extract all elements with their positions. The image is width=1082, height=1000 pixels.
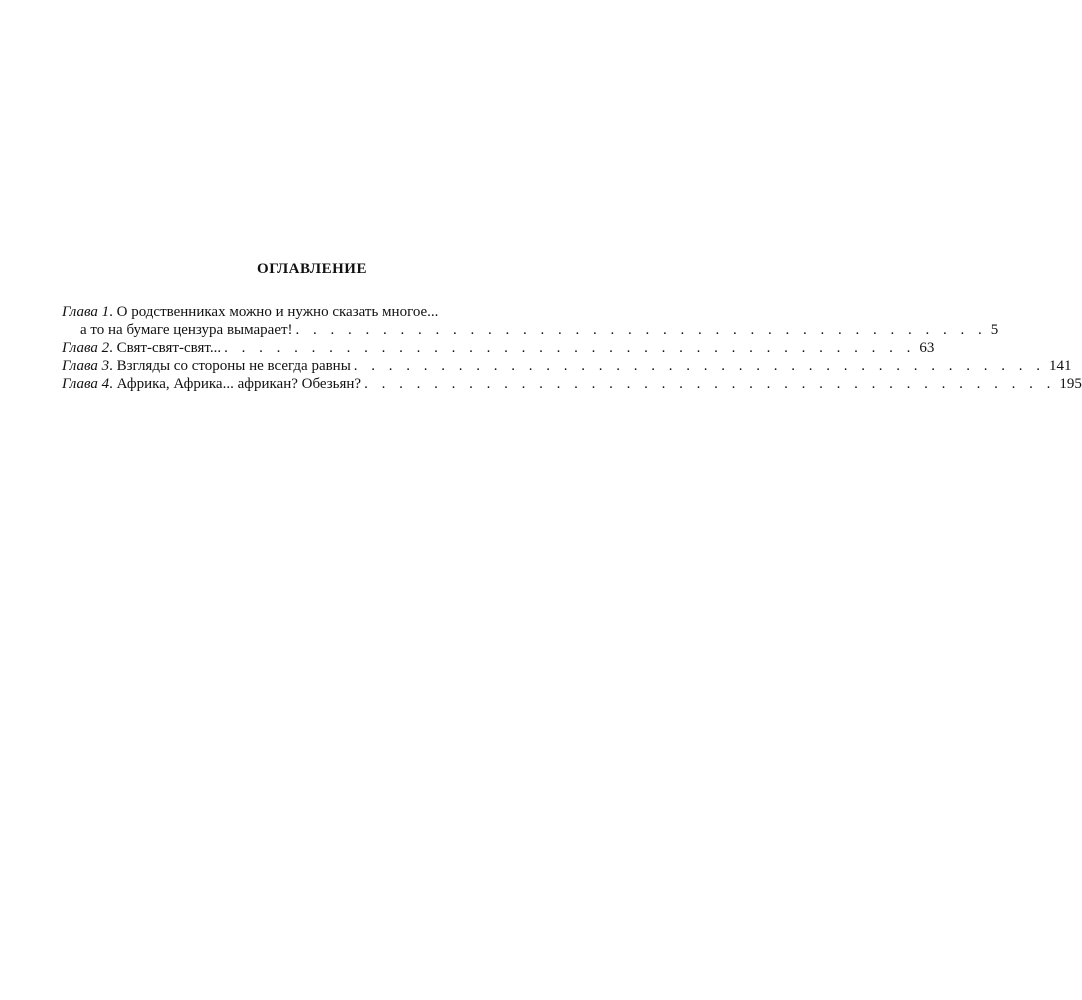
page-number: 195 — [1059, 376, 1082, 392]
toc-entry-line — [62, 339, 935, 357]
toc-heading: ОГЛАВЛЕНИЕ — [257, 261, 367, 277]
entry-title-continuation: а то на бумаге цензура вымарает! — [80, 322, 293, 338]
chapter-label: Глава 1 — [62, 304, 110, 320]
toc-entry-line — [62, 303, 533, 321]
chapter-label: Глава 2 — [62, 340, 110, 356]
entry-title: Африка, Африка... африкан? Обезьян? — [116, 376, 362, 392]
page-number: 141 — [1049, 358, 1072, 374]
toc-list — [62, 303, 1082, 393]
dot-leader: . . . . . . . . . . . . . . . . . . . . . . . . . . . . . . . . . . . . . . . . — [224, 340, 916, 356]
entry-heading — [62, 357, 351, 375]
entry-heading — [62, 339, 221, 357]
toc-entry-line — [62, 375, 1082, 393]
page-number: 63 — [919, 340, 935, 356]
toc-entry-chapter-2[interactable] — [62, 339, 935, 357]
entry-heading — [62, 375, 361, 393]
chapter-separator: . — [109, 304, 117, 320]
dot-leader: . . . . . . . . . . . . . . . . . . . . . . . . . . . . . . . . . . . . . . . . — [364, 376, 1056, 392]
dot-leader: . . . . . . . . . . . . . . . . . . . . . . . . . . . . . . . . . . . . . . . . — [353, 358, 1046, 374]
chapter-separator: . — [109, 340, 117, 356]
page-number: 5 — [990, 322, 999, 338]
chapter-separator: . — [109, 358, 117, 374]
toc-entry-line — [62, 357, 1072, 375]
entry-title: Свят-свят-свят... — [116, 340, 222, 356]
toc-entry-chapter-1[interactable] — [62, 303, 999, 339]
toc-entry-chapter-4[interactable] — [62, 375, 1082, 393]
chapter-label: Глава 3 — [62, 358, 110, 374]
toc-entry-continuation-line — [62, 321, 999, 339]
entry-title: О родственниках можно и нужно сказать многое... — [116, 304, 439, 320]
chapter-separator: . — [109, 376, 117, 392]
chapter-label: Глава 4 — [62, 376, 110, 392]
entry-title: Взгляды со стороны не всегда равны — [116, 358, 351, 374]
dot-leader: . . . . . . . . . . . . . . . . . . . . . . . . . . . . . . . . . . . . . . . . — [295, 322, 987, 338]
toc-entry-chapter-3[interactable] — [62, 357, 1072, 375]
